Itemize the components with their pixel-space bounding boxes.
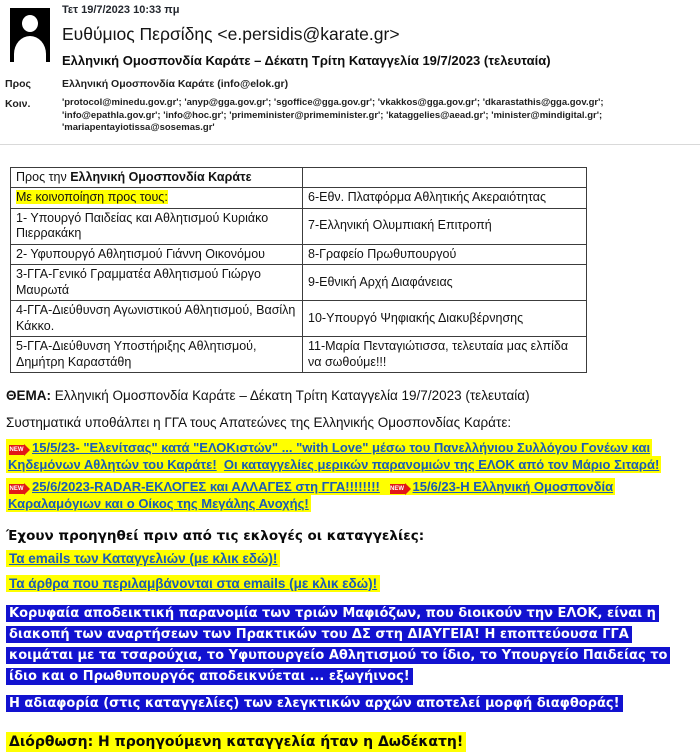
row1-org-name: Ελληνική Ομοσπονδία Καράτε (70, 169, 252, 184)
sender-name: Ευθύμιος Περσίδης <e.persidis@karate.gr> (62, 24, 400, 44)
table-cell: 7-Ελληνική Ολυμπιακή Επιτροπή (303, 208, 587, 244)
table-cell (11, 167, 303, 188)
to-recipient: Ελληνική Ομοσπονδία Καράτε (info@elok.gr) (62, 78, 289, 90)
table-cell: 11-Μαρία Πενταγιώτισσα, τελευταία μας ελπίδα να σωθούμε!!! (303, 337, 587, 373)
link-complaints-sitaras-1[interactable]: 15/5/23- "Ελενίτσας" κατά "ΕΛΟΚιστών" ... "with Love" μέσω του Πανελλήνιου Συλλόγου Γονέων και Κηδεμόνων Αθλητών του Καράτε! (8, 440, 651, 472)
pre-elections-line: Έχουν προηγηθεί πριν από τις εκλογές οι καταγγελίες: (6, 528, 425, 544)
link-karalamogia[interactable]: 15/6/23-Η Ελληνική Ομοσπονδία Καραλαμόγιων και ο Οίκος της Μεγάλης Ανοχής! (8, 479, 614, 511)
blue-statement-text: Κορυφαία αποδεικτική παρανομία των τριών Μαφιόζων, που διοικούν την ΕΛΟΚ, είναι η διακοπή των αναρτήσεων των Πρακτικών του ΔΣ στη ΔΙΑΥΓΕΙΑ! Η εποπτεύουσα ΓΓΑ κοιμάται με τα τσαρούχια, το Υφυπουργείο Αθλητισμού το ίδιο, το Υπουργείο Παιδείας το ίδιο και ο Πρωθυπουργός αποδεικνύεται ... εξωγήινος! (6, 605, 670, 685)
table-row (11, 301, 587, 337)
sender-avatar-icon (10, 8, 50, 62)
blue-statement-paragraph (6, 603, 697, 687)
new-badge-icon: NEW (390, 486, 404, 492)
received-timestamp: Τετ 19/7/2023 10:33 πμ (62, 4, 180, 16)
intro-line: Συστηματικά υποθάλπει η ΓΓΑ τους Απατεώνες της Ελληνικής Ομοσπονδίας Καράτε: (6, 415, 512, 430)
table-row (11, 337, 587, 373)
link-radar-elections[interactable]: 25/6/2023-RADAR-ΕΚΛΟΓΕΣ και ΑΛΛΑΓΕΣ στη ΓΓΑ!!!!!!!! (32, 479, 380, 494)
correction-line (6, 734, 697, 750)
to-row (0, 78, 700, 90)
avatar-shoulders-shape (14, 36, 46, 62)
thema-label: ΘΕΜΑ: (6, 388, 51, 403)
table-row (11, 188, 587, 209)
table-cell: 9-Εθνική Αρχή Διαφάνειας (303, 265, 587, 301)
table-row (11, 167, 587, 188)
cc-notice-highlight: Με κοινοποίηση προς τους: (16, 190, 168, 204)
table-cell: 5-ΓΓΑ-Διεύθυνση Υποστήριξης Αθλητισμού, Δημήτρη Καραστάθη (11, 337, 303, 373)
correction-text: Διόρθωση: Η προηγούμενη καταγγελία ήταν η Δωδέκατη! (6, 732, 466, 752)
link-complaint-emails[interactable]: Τα emails των Καταγγελιών (με κλικ εδώ)! (9, 551, 278, 566)
link-included-articles[interactable]: Τα άρθρα που περιλαμβάνονται στα emails (με κλικ εδώ)! (9, 576, 378, 591)
cc-row (0, 97, 700, 135)
cc-recipients: 'protocol@minedu.gov.gr'; 'anyp@gga.gov.gr'; 'sgoffice@gga.gov.gr'; 'vkakkos@gga.gov.gr'; 'dkarastathis@gga.gov.gr'; 'info@epathla.gov.gr'; 'info@hoc.gr'; 'primeminister@primeminister.gr'; 'kataggelies@aead.gr'; 'minister@mindigital.gr'; 'mariapentayiotissa@sosemas.gr' (62, 97, 604, 133)
blue-line-text: Η αδιαφορία (στις καταγγελίες) των ελεγκτικών αρχών αποτελεί μορφή διαφθοράς! (6, 695, 623, 712)
table-cell: 10-Υπουργό Ψηφιακής Διακυβέρνησης (303, 301, 587, 337)
table-cell: 1- Υπουργό Παιδείας και Αθλητισμού Κυριάκο Πιερρακάκη (11, 208, 303, 244)
table-row (11, 208, 587, 244)
table-cell: 4-ΓΓΑ-Διεύθυνση Αγωνιστικού Αθλητισμού, Βασίλη Κάκκο. (11, 301, 303, 337)
table-cell: 3-ΓΓΑ-Γενικό Γραμματέα Αθλητισμού Γιώργο Μαυρωτά (11, 265, 303, 301)
recipients-table (10, 167, 587, 374)
link-complaints-sitaras-2[interactable]: Οι καταγγελίες μερικών παρανομιών της ΕΛΟΚ από τον Μάριο Σιταρά! (223, 457, 660, 472)
blue-statement-line (6, 693, 697, 714)
table-cell (11, 188, 303, 209)
email-header (0, 0, 700, 145)
articles-link-line (6, 576, 697, 591)
row1-prefix: Προς την (16, 169, 71, 184)
message-body (0, 388, 700, 750)
avatar-head-shape (22, 15, 38, 32)
new-badge-icon: NEW (9, 486, 24, 492)
table-row (11, 265, 587, 301)
table-cell: 2- Υφυπουργό Αθλητισμού Γιάννη Οικονόμου (11, 244, 303, 265)
emails-link-line (6, 551, 697, 566)
to-label: Προς (5, 78, 31, 90)
new-badge-icon: NEW (9, 447, 24, 453)
highlighted-link-block-1 (6, 439, 697, 473)
highlighted-link-block-2 (6, 478, 697, 512)
table-cell: 8-Γραφείο Πρωθυπουργού (303, 244, 587, 265)
table-row (11, 244, 587, 265)
cc-label: Κοιν. (5, 98, 31, 110)
thema-text: Ελληνική Ομοσπονδία Καράτε – Δέκατη Τρίτη Καταγγελία 19/7/2023 (τελευταία) (51, 388, 530, 403)
table-cell: 6-Εθν. Πλατφόρμα Αθλητικής Ακεραιότητας (303, 188, 587, 209)
thema-line (6, 388, 697, 403)
subject-line: Ελληνική Ομοσπονδία Καράτε – Δέκατη Τρίτη Καταγγελία 19/7/2023 (τελευταία) (62, 53, 551, 68)
table-cell-empty (303, 167, 587, 188)
header-separator (0, 144, 700, 145)
